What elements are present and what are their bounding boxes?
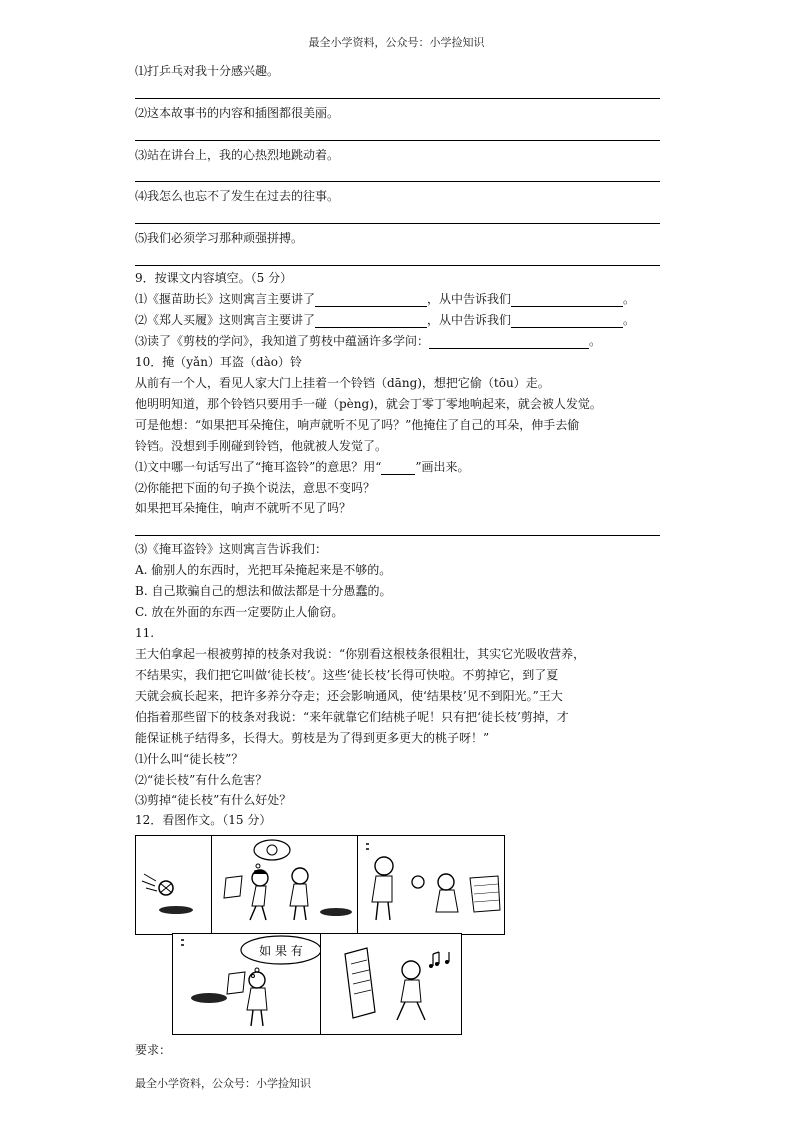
q11-passage-line: 天就会疯长起来，把许多养分夺走；还会影响通风，使‘结果枝’见不到阳光。”王大 — [135, 689, 563, 703]
q9-line-1-prefix: ⑴《揠苗助长》这则寓言主要讲了 — [135, 292, 316, 306]
q10-option-b: B. 自己欺骗自己的想法和做法都是十分愚蠢的。 — [135, 584, 392, 598]
thought-bubble-text: 如 果 有 — [259, 944, 303, 958]
q11-passage-line: 王大伯拿起一根被剪掉的枝条对我说：“你别看这根枝条很粗壮，其实它光吸收营养， — [135, 647, 586, 661]
answer-line — [135, 181, 660, 182]
answer-line — [135, 140, 660, 141]
boys-with-ball-illustration — [358, 836, 504, 934]
q11-title: 11. — [135, 626, 155, 640]
q10-sub-1 — [135, 459, 470, 475]
fill-blank[interactable] — [381, 461, 415, 475]
answer-line — [135, 535, 660, 536]
q12-requirement: 要求： — [135, 1043, 172, 1057]
fill-blank[interactable] — [511, 314, 623, 328]
q10-title: 10．掩（yǎn）耳盗（dào）铃 — [135, 355, 302, 369]
comic-panel-5 — [320, 933, 462, 1035]
q8-item-1: ⑴打乒乓对我十分感兴趣。 — [135, 64, 280, 78]
q9-line-2 — [135, 312, 635, 328]
answer-line — [135, 265, 660, 266]
boy-thinking-illustration — [173, 934, 321, 1034]
q8-item-4: ⑷我怎么也忘不了发生在过去的往事。 — [135, 189, 340, 203]
fill-blank[interactable] — [315, 314, 427, 328]
q10-story-line: 从前有一个人，看见人家大门上挂着一个铃铛（dāng)，想把它偷（tōu）走。 — [135, 376, 550, 390]
q10-sentence: 如果把耳朵掩住，响声不就听不见了吗？ — [135, 501, 352, 515]
comic-panel-4 — [172, 933, 322, 1035]
q10-story-line: 可是他想：“如果把耳朵掩住，响声就听不见了吗？”他掩住了自己的耳朵，伸手去偷 — [135, 418, 580, 432]
q9-line-2-end: 。 — [623, 313, 636, 327]
comic-panel-2 — [211, 835, 359, 935]
q9-line-2-prefix: ⑵《郑人买履》这则寓言主要讲了 — [135, 313, 316, 327]
q10-story-line: 铃铛。没想到手刚碰到铃铛，他就被人发觉了。 — [135, 439, 388, 453]
fill-blank[interactable] — [429, 335, 589, 349]
fill-blank[interactable] — [315, 293, 427, 307]
q9-title: 9．按课文内容填空。（5 分） — [135, 271, 293, 285]
q9-line-3-prefix: ⑶读了《剪枝的学问》，我知道了剪枝中蕴涵许多学问： — [135, 334, 430, 348]
q9-line-1-middle: ，从中告诉我们 — [427, 292, 512, 306]
q10-sub-3: ⑶《掩耳盗铃》这则寓言告诉我们： — [135, 542, 328, 556]
q11-passage-line: 伯指着那些留下的枝条对我说：“来年就靠它们结桃子呢！只有把‘徒长枝’剪掉，才 — [135, 710, 569, 724]
q10-sub-1-end: ”画出来。 — [415, 460, 470, 474]
page-header: 最全小学资料，公众号：小学捡知识 — [308, 36, 485, 49]
q10-option-a: A. 偷别人的东西时，光把耳朵掩起来是不够的。 — [135, 563, 392, 577]
q9-line-2-middle: ，从中告诉我们 — [427, 313, 512, 327]
q9-line-1-end: 。 — [623, 292, 636, 306]
q10-option-c: C. 放在外面的东西一定要防止人偷窃。 — [135, 605, 344, 619]
comic-panel-3 — [357, 835, 505, 935]
q11-passage-line: 不结果实，我们把它叫做‘徒长枝’。这些‘徒长枝’长得可快啦。不剪掉它，到了夏 — [135, 668, 559, 682]
q10-sub-1-prefix: ⑴文中哪一句话写出了“掩耳盗铃”的意思？用“ — [135, 460, 382, 474]
q8-item-3: ⑶站在讲台上，我的心热烈地跳动着。 — [135, 148, 340, 162]
q11-question-3: ⑶剪掉“徒长枝”有什么好处？ — [135, 793, 292, 807]
ball-falling-illustration — [136, 836, 212, 934]
q11-question-1: ⑴什么叫“徒长枝”？ — [135, 752, 244, 766]
q9-line-3 — [135, 333, 601, 349]
q10-sub-2: ⑵你能把下面的句子换个说法，意思不变吗？ — [135, 481, 376, 495]
page-footer: 最全小学资料，公众号：小学捡知识 — [135, 1077, 311, 1090]
fill-blank[interactable] — [511, 293, 623, 307]
boy-walking-illustration — [321, 934, 461, 1034]
q8-item-5: ⑸我们必须学习那种顽强拼搏。 — [135, 231, 304, 245]
q11-question-2: ⑵“徒长枝”有什么危害？ — [135, 773, 268, 787]
boys-at-hole-illustration — [212, 836, 358, 934]
q9-line-3-end: 。 — [589, 334, 602, 348]
q8-item-2: ⑵这本故事书的内容和插图都很美丽。 — [135, 106, 340, 120]
q11-passage-line: 能保证桃子结得多，长得大。剪枝是为了得到更多更大的桃子呀！” — [135, 731, 490, 745]
answer-line — [135, 223, 660, 224]
q9-line-1 — [135, 291, 635, 307]
answer-line — [135, 98, 660, 99]
q10-story-line: 他明明知道，那个铃铛只要用手一碰（pèng)，就会丁零丁零地响起来，就会被人发觉。 — [135, 397, 602, 411]
comic-panel-1 — [135, 835, 213, 935]
q12-title: 12．看图作文。（15 分） — [135, 813, 272, 827]
